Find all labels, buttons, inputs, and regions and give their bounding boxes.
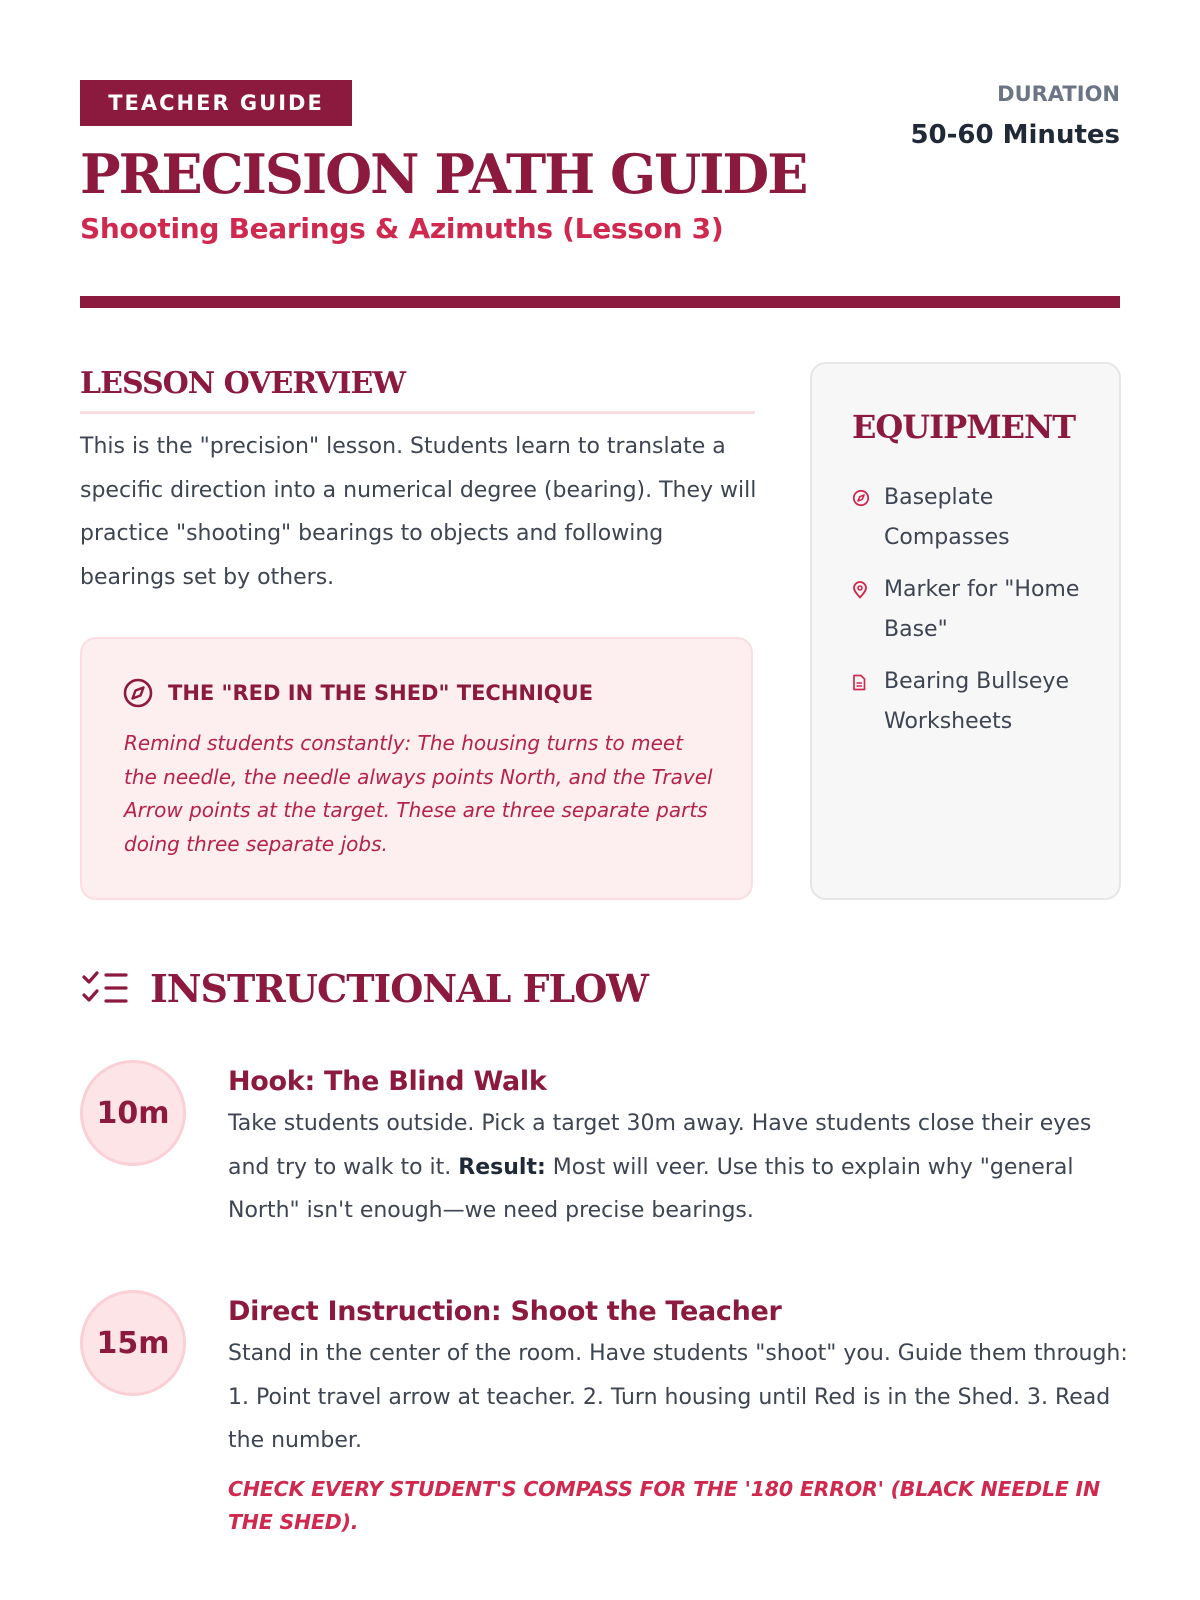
lesson-overview-text: This is the "precision" lesson. Students learn to translate a specific direction into a numerical degree (bearing). They will practice "shooting" bearings to objects and following bearings set by others. xyxy=(80,434,757,590)
instructional-flow-heading: INSTRUCTIONAL FLOW xyxy=(150,966,648,1011)
map-pin-icon xyxy=(852,581,868,599)
equipment-item-label: Marker for "Home Base" xyxy=(884,577,1080,642)
step-text: Stand in the center of the room. Have students "shoot" you. Guide them through: 1. Point travel arrow at teacher. 2. Turn housing until Red is in the Shed. 3. Read the number. xyxy=(228,1341,1128,1453)
step-title: Hook: The Blind Walk xyxy=(228,1066,547,1097)
teacher-guide-badge: TEACHER GUIDE xyxy=(80,80,352,126)
duration-value: 50-60 Minutes xyxy=(910,120,1120,150)
page-title: PRECISION PATH GUIDE xyxy=(80,142,807,206)
step-text-part: Take students outside. Pick a target 30m away. Have students close their eyes and try to walk to it. xyxy=(228,1111,1092,1180)
file-icon xyxy=(852,674,866,691)
equipment-item-label: Baseplate Compasses xyxy=(884,485,1010,550)
equipment-heading: EQUIPMENT xyxy=(852,408,1076,446)
step-body xyxy=(228,1290,1128,1540)
list-item xyxy=(852,570,1102,650)
compass-icon xyxy=(122,677,154,709)
step-title: Direct Instruction: Shoot the Teacher xyxy=(228,1296,782,1327)
step-text-part: Most will veer. Use this to explain why "general North" isn't enough—we need precise bearings. xyxy=(228,1154,1074,1223)
equipment-panel xyxy=(810,362,1121,900)
checklist-icon xyxy=(80,969,128,1009)
header-divider xyxy=(80,296,1120,308)
step-warning: CHECK EVERY STUDENT'S COMPASS FOR THE '180 ERROR' (BLACK NEEDLE IN THE SHED). xyxy=(228,1476,1100,1534)
duration-label: DURATION xyxy=(997,82,1120,106)
technique-callout xyxy=(80,637,753,900)
list-item xyxy=(852,662,1102,742)
compass-icon xyxy=(852,489,870,507)
equipment-list xyxy=(852,478,1102,754)
equipment-item-label: Bearing Bullseye Worksheets xyxy=(884,669,1069,734)
lesson-overview-heading: LESSON OVERVIEW xyxy=(80,366,755,414)
callout-heading-row xyxy=(122,677,593,709)
step-duration-badge: 15m xyxy=(80,1290,186,1396)
instructional-flow-heading-row xyxy=(80,966,648,1011)
list-item xyxy=(852,478,1102,558)
page-subtitle: Shooting Bearings & Azimuths (Lesson 3) xyxy=(80,212,724,245)
step-duration-badge: 10m xyxy=(80,1060,186,1166)
step-text xyxy=(228,1102,1128,1233)
callout-text: Remind students constantly: The housing turns to meet the needle, the needle always points North, and the Travel Arrow points at the target. These are three separate parts doing three separate jobs. xyxy=(124,731,713,856)
callout-heading: THE "RED IN THE SHED" TECHNIQUE xyxy=(168,681,594,705)
step-body xyxy=(228,1060,1128,1233)
step-text-bold: Result: xyxy=(458,1154,546,1180)
